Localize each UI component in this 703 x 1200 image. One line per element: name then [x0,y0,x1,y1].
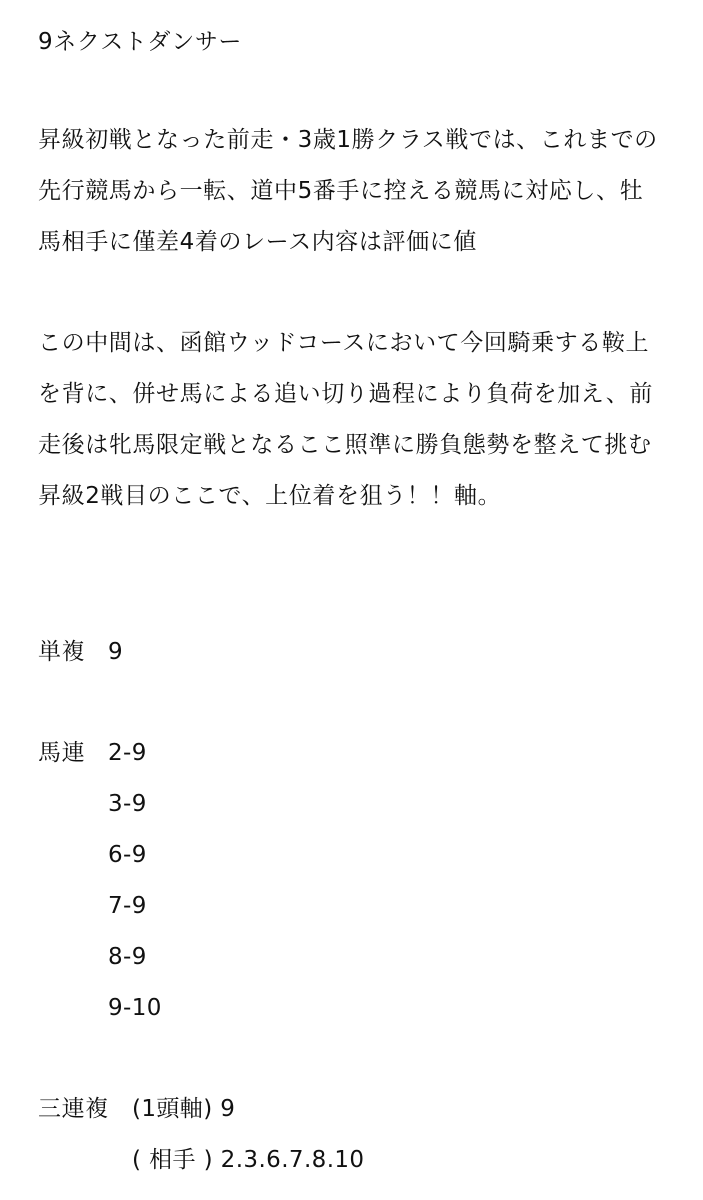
bet-combination: 2-9 [108,740,147,766]
text-line: 走後は牝馬限定戦となるここ照準に勝負態勢を整えて挑む [38,432,652,458]
bet-type-label: 馬連 [38,740,86,766]
text-line: 昇級2戦目のここで、上位着を狙う！！軸。 [38,483,502,509]
bet-combination: 8-9 [108,944,147,970]
bet-type-label: 単複 [38,639,86,665]
bet-combination: 9-10 [108,995,162,1021]
text-line: 馬相手に僅差4着のレース内容は評価に値 [38,229,477,255]
bet-combination: 3-9 [108,791,147,817]
text-line: を背に、併せ馬による追い切り過程により負荷を加え、前 [38,381,653,407]
bet-value: 9 [108,639,124,665]
bet-combination: 7-9 [108,893,147,919]
text-line: 昇級初戦となった前走・3歳1勝クラス戦では、これまでの [38,127,658,153]
horse-name: 9ネクストダンサー [38,29,243,55]
bet-combination: 6-9 [108,842,147,868]
text-line: この中間は、函館ウッドコースにおいて今回騎乗する鞍上 [38,330,650,356]
text-line: 先行競馬から一転、道中5番手に控える競馬に対応し、牡 [38,178,644,204]
bet-type-label: 三連複 [38,1096,109,1122]
bet-axis: (1頭軸) 9 [132,1096,236,1122]
bet-partners: ( 相手 ) 2.3.6.7.8.10 [132,1147,365,1173]
